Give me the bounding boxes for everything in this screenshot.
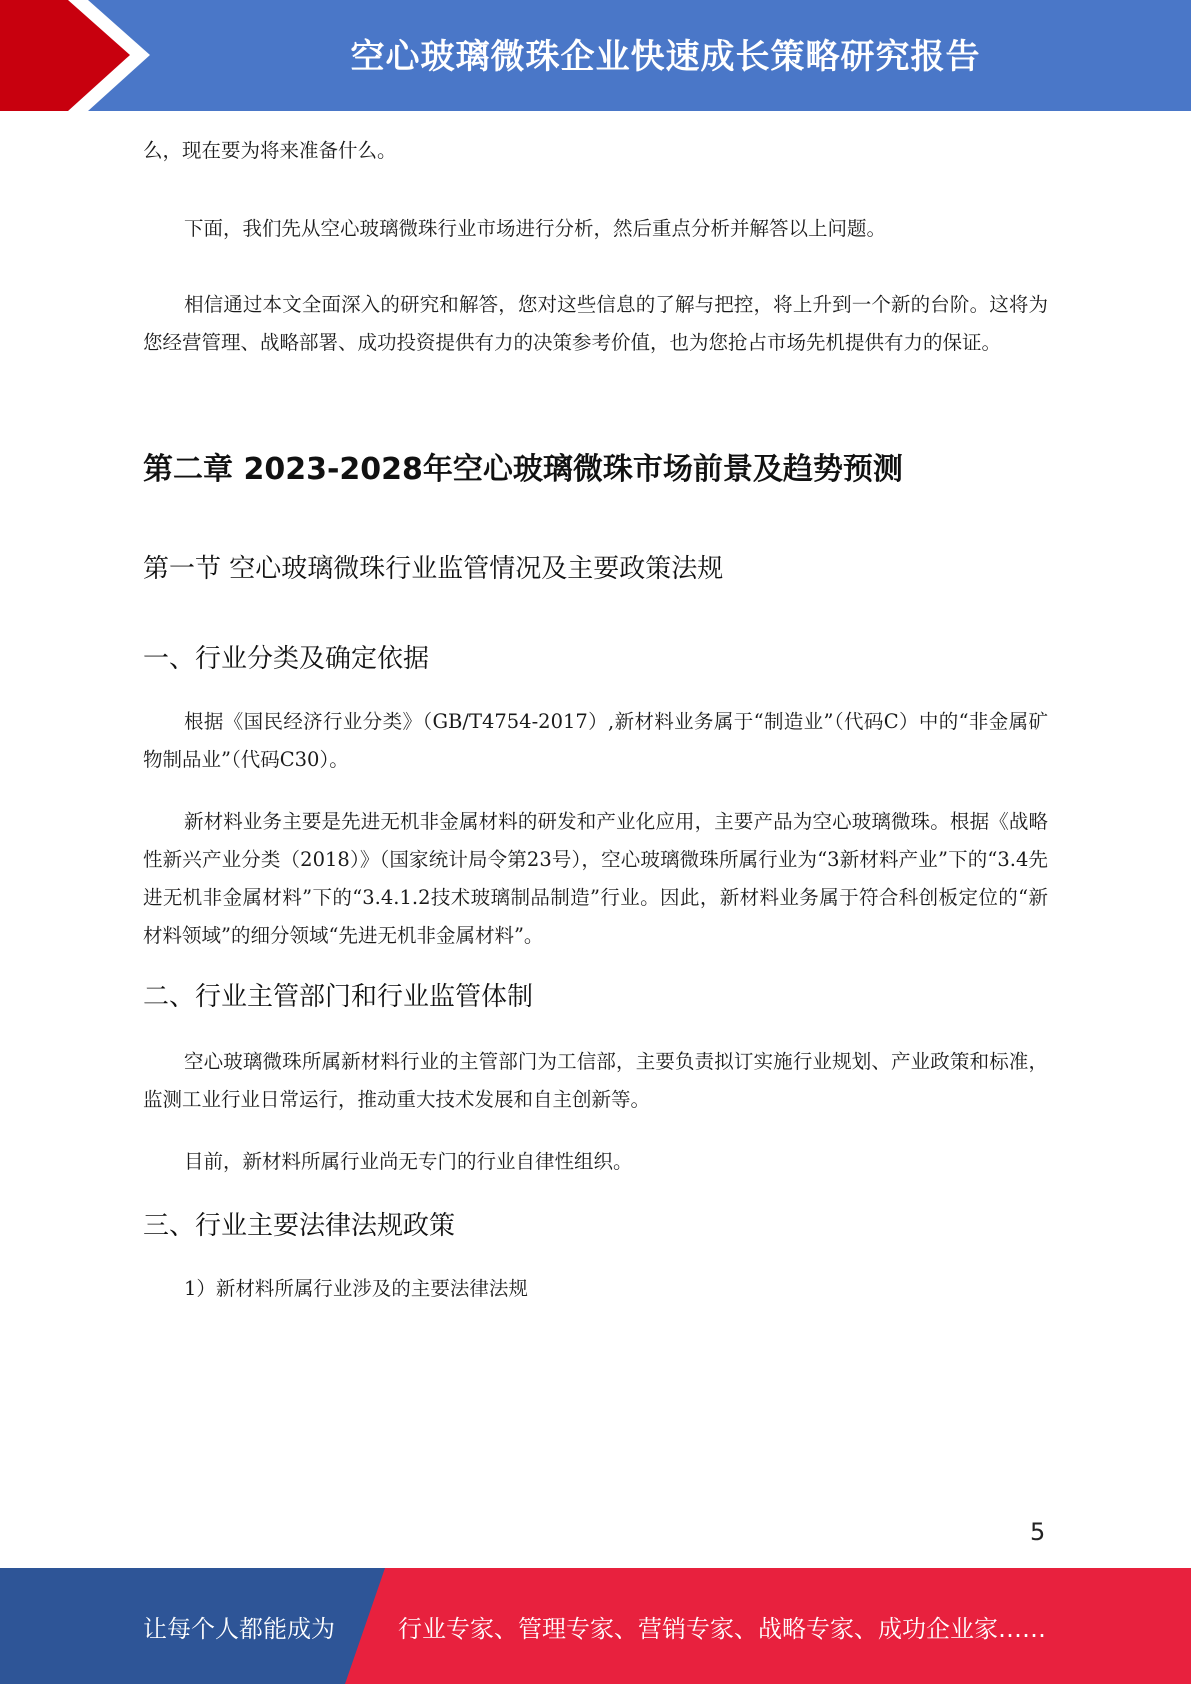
header-title: 空心玻璃微珠企业快速成长策略研究报告: [350, 37, 981, 77]
section-title: 第一节 空心玻璃微珠行业监管情况及主要政策法规: [143, 554, 724, 584]
page-header: [0, 0, 1191, 111]
paragraph-intro-analysis: 下面，我们先从空心玻璃微珠行业市场进行分析，然后重点分析并解答以上问题。: [184, 217, 887, 240]
paragraph-materials: 新材料业务主要是先进无机非金属材料的研发和产业化应用，主要产品为空心玻璃微珠。根据《战略性新兴产业分类（2018）》（国家统计局令第23号），空心玻璃微珠所属行业为“3新材料产业”下的“3.4先进无机非金属材料”下的“3.4.1.2技术玻璃制品制造”行业。因此，新材料业务属于符合科创板定位的“新材料领域”的细分领域“先进无机非金属材料”。: [143, 810, 1048, 947]
footer-slogan-left: 让每个人都能成为: [143, 1614, 335, 1643]
page-number: 5: [1030, 1518, 1046, 1546]
subsection-title-laws: 三、行业主要法律法规政策: [143, 1211, 456, 1241]
footer-slogan-right: 行业专家、管理专家、营销专家、战略专家、成功企业家……: [398, 1614, 1046, 1643]
list-item-laws: 1）新材料所属行业涉及的主要法律法规: [184, 1277, 528, 1300]
subsection-title-classification: 一、行业分类及确定依据: [143, 644, 430, 674]
page-footer: [0, 1568, 1191, 1684]
paragraph-classification: 根据《国民经济行业分类》（GB/T4754-2017）,新材料业务属于“制造业”（代码C）中的“非金属矿物制品业”（代码C30）。: [143, 710, 1048, 771]
chapter-title: 第二章 2023-2028年空心玻璃微珠市场前景及趋势预测: [143, 452, 903, 487]
paragraph-continuation: 么，现在要为将来准备什么。: [143, 139, 397, 162]
subsection-title-regulation: 二、行业主管部门和行业监管体制: [143, 982, 534, 1012]
paragraph-self-regulation: 目前，新材料所属行业尚无专门的行业自律性组织。: [184, 1150, 633, 1173]
paragraph-authority: 空心玻璃微珠所属新材料行业的主管部门为工信部，主要负责拟订实施行业规划、产业政策和标准，监测工业行业日常运行，推动重大技术发展和自主创新等。: [143, 1050, 1048, 1111]
paragraph-intro-value: 相信通过本文全面深入的研究和解答，您对这些信息的了解与把控，将上升到一个新的台阶。这将为您经营管理、战略部署、成功投资提供有力的决策参考价值，也为您抢占市场先机提供有力的保证。: [143, 293, 1048, 354]
